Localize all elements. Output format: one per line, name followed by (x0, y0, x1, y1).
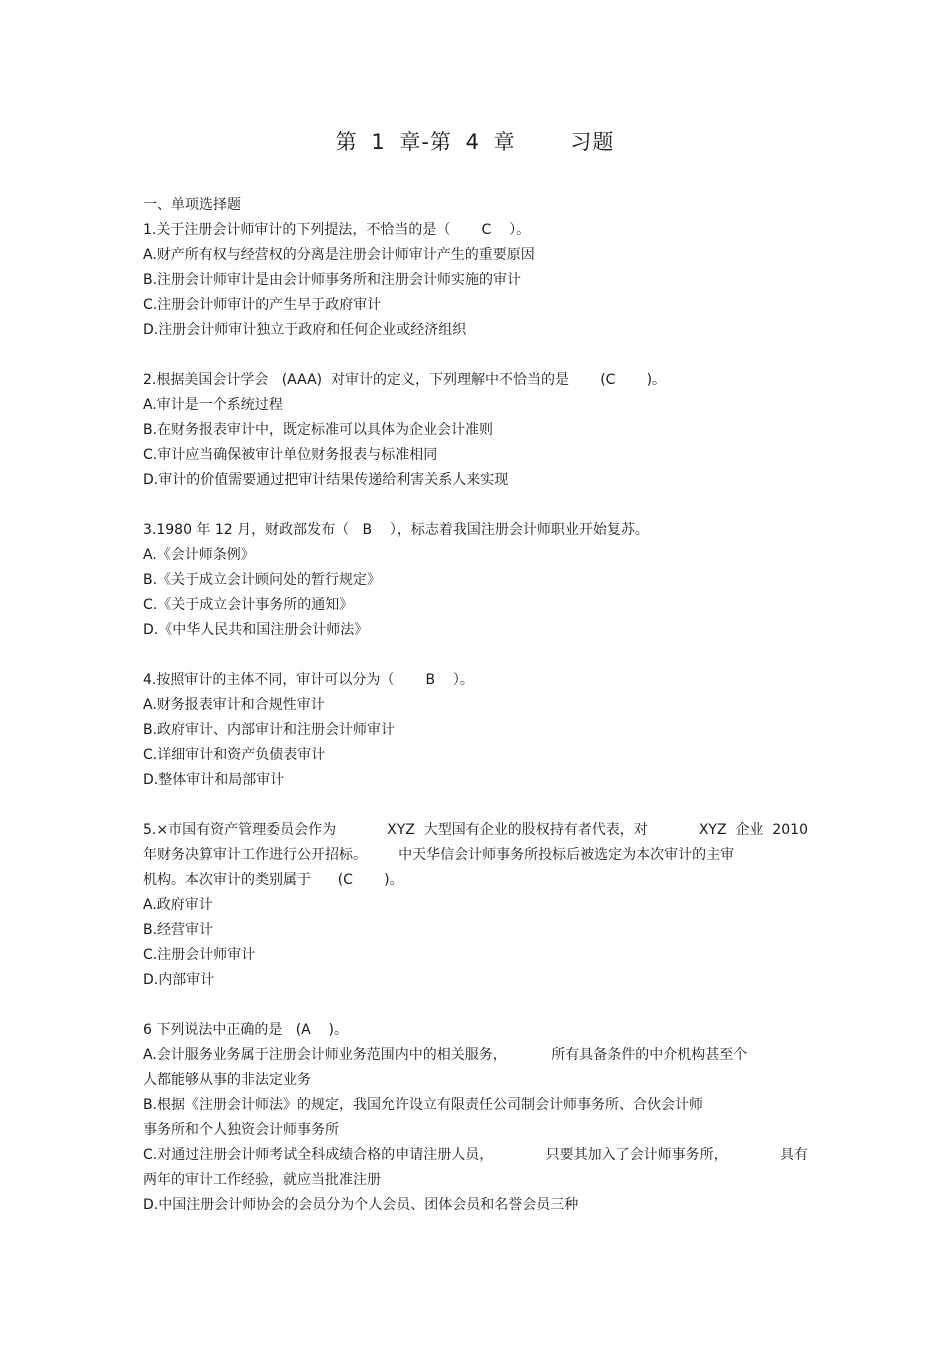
question-2 (143, 368, 808, 493)
question-stem-line-3: 机构。本次审计的类别属于 (C )。 (143, 872, 404, 888)
option-part: 具有 (779, 1147, 808, 1163)
option-c-line-1 (143, 1143, 808, 1168)
option-c-line-2: 两年的审计工作经验，就应当批准注册 (143, 1172, 381, 1188)
option-d: D.整体审计和局部审计 (143, 772, 285, 788)
question-stem-line-1 (143, 818, 808, 843)
question-5 (143, 818, 808, 993)
option-a: A.《会计师条例》 (143, 547, 255, 563)
option-b: B.经营审计 (143, 922, 214, 938)
option-b-line-2: 事务所和个人独资会计师事务所 (143, 1122, 339, 1138)
spacer (143, 793, 808, 818)
question-1 (143, 218, 808, 343)
stem-part: XYZ 企业 2010 (698, 822, 808, 838)
page-title: 第 1 章-第 4 章 习题 (335, 130, 615, 154)
option-d: D.内部审计 (143, 972, 215, 988)
question-stem-line-2: 年财务决算审计工作进行公开招标。 中天华信会计师事务所投标后被选定为本次审计的主审 (143, 847, 735, 863)
question-stem: 2.根据美国会计学会 (AAA) 对审计的定义，下列理解中不恰当的是 (C )。 (143, 372, 667, 388)
option-a: A.审计是一个系统过程 (143, 397, 283, 413)
spacer (143, 643, 808, 668)
option-c: C.注册会计师审计的产生早于政府审计 (143, 297, 382, 313)
question-stem: 4.按照审计的主体不同，审计可以分为（ B ）。 (143, 672, 474, 688)
option-b: B.在财务报表审计中，既定标准可以具体为企业会计准则 (143, 422, 494, 438)
option-a: A.财务报表审计和合规性审计 (143, 697, 325, 713)
option-part: 只要其加入了会计师事务所， (545, 1147, 728, 1163)
option-d: D.审计的价值需要通过把审计结果传递给利害关系人来实现 (143, 472, 509, 488)
section-heading: 一、单项选择题 (143, 197, 241, 213)
question-6 (143, 1018, 808, 1218)
question-4 (143, 668, 808, 793)
option-b: B.《关于成立会计顾问处的暂行规定》 (143, 572, 382, 588)
option-d: D.《中华人民共和国注册会计师法》 (143, 622, 369, 638)
option-c: C.详细审计和资产负债表审计 (143, 747, 326, 763)
document-body (143, 193, 808, 1218)
question-stem: 1.关于注册会计师审计的下列提法，不恰当的是（ C ）。 (143, 222, 531, 238)
option-c: C.《关于成立会计事务所的通知》 (143, 597, 354, 613)
option-c: C.审计应当确保被审计单位财务报表与标准相同 (143, 447, 438, 463)
option-a-line-1: A.会计服务业务属于注册会计师业务范围内中的相关服务， 所有具备条件的中介机构甚至个 (143, 1047, 748, 1063)
option-a-line-2: 人都能够从事的非法定业务 (143, 1072, 311, 1088)
question-stem: 3.1980 年 12 月，财政部发布（ B ），标志着我国注册会计师职业开始复苏。 (143, 522, 649, 538)
question-3 (143, 518, 808, 643)
stem-part: 5.×市国有资产管理委员会作为 (143, 822, 337, 838)
option-d: D.注册会计师审计独立于政府和任何企业或经济组织 (143, 322, 467, 338)
stem-part: XYZ 大型国有企业的股权持有者代表，对 (387, 822, 648, 838)
option-a: A.政府审计 (143, 897, 213, 913)
option-part: C.对通过注册会计师考试全科成绩合格的申请注册人员， (143, 1147, 494, 1163)
spacer (143, 493, 808, 518)
question-stem: 6 下列说法中正确的是 (A )。 (143, 1022, 349, 1038)
option-c: C.注册会计师审计 (143, 947, 256, 963)
option-a: A.财产所有权与经营权的分离是注册会计师审计产生的重要原因 (143, 247, 535, 263)
option-b-line-1: B.根据《注册会计师法》的规定，我国允许设立有限责任公司制会计师事务所、合伙会计师 (143, 1097, 704, 1113)
spacer (143, 343, 808, 368)
option-b: B.注册会计师审计是由会计师事务所和注册会计师实施的审计 (143, 272, 522, 288)
option-d: D.中国注册会计师协会的会员分为个人会员、团体会员和名誉会员三种 (143, 1197, 579, 1213)
option-b: B.政府审计、内部审计和注册会计师审计 (143, 722, 396, 738)
spacer (143, 993, 808, 1018)
